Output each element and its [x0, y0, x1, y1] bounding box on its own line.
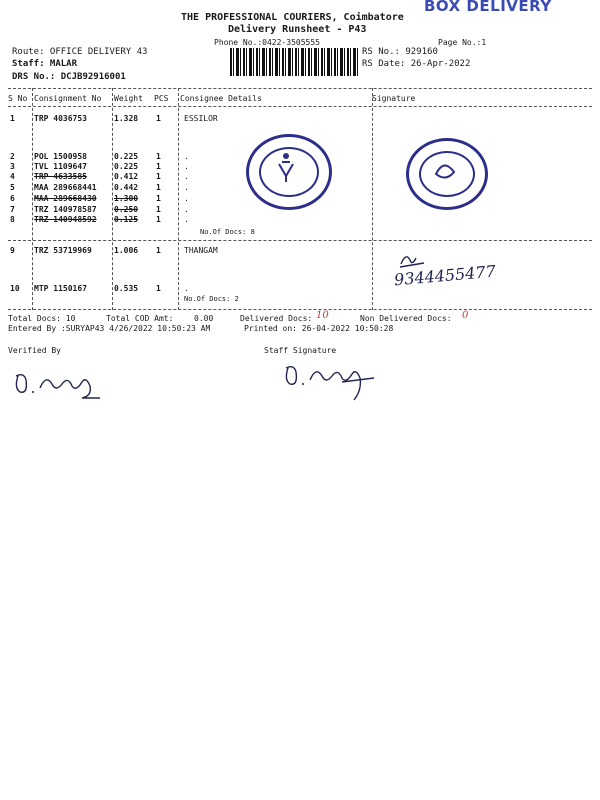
row-pcs: 1	[156, 172, 161, 181]
total-cod-label: Total COD Amt:	[106, 314, 174, 323]
company-stamp	[246, 134, 332, 210]
row-consignment: TRP 4036753	[34, 114, 87, 123]
row-consignment: TRZ 140948592	[34, 215, 97, 224]
row-weight: 0.442	[114, 183, 139, 192]
row-weight: 0.250	[114, 205, 139, 214]
row-sno: 5	[10, 183, 15, 192]
row-sno: 4	[10, 172, 15, 181]
row-sno: 9	[10, 246, 15, 255]
handwritten-phone: 9344455477	[393, 261, 497, 290]
delivered-docs-value: 10	[316, 310, 329, 321]
row-weight: 0.125	[114, 215, 139, 224]
col-consignment: Consignment No	[34, 94, 102, 103]
col-sno: S No	[8, 94, 28, 103]
page-number: Page No.:1	[438, 38, 487, 47]
row-consignment: TRZ 53719969	[34, 246, 92, 255]
row-sno: 8	[10, 215, 15, 224]
column-separator	[32, 88, 33, 310]
delivered-docs-label: Delivered Docs:	[240, 314, 313, 323]
row-consignee: .	[184, 194, 189, 203]
col-weight: Weight	[114, 94, 143, 103]
group-doc-count: No.Of Docs: 2	[184, 295, 239, 303]
row-pcs: 1	[156, 152, 161, 161]
staff-name: Staff: MALAR	[12, 59, 78, 69]
row-weight: 1.006	[114, 246, 139, 255]
divider	[8, 240, 592, 241]
row-sno: 7	[10, 205, 15, 214]
printed-on: Printed on: 26-04-2022 10:50:28	[244, 324, 394, 333]
row-pcs: 1	[156, 114, 161, 123]
row-weight: 0.535	[114, 284, 139, 293]
barcode	[230, 48, 358, 76]
staff-signature-label: Staff Signature	[264, 346, 337, 355]
divider	[8, 106, 592, 107]
phone-number: Phone No.:0422-3505555	[214, 38, 320, 47]
signature-stamp	[406, 138, 488, 210]
row-pcs: 1	[156, 162, 161, 171]
runsheet-title: Delivery Runsheet - P43	[228, 24, 367, 35]
row-consignment: MAA 289668430	[34, 194, 97, 203]
row-sno: 1	[10, 114, 15, 123]
row-consignment: TRZ 140978587	[34, 205, 97, 214]
non-delivered-value: 0	[462, 310, 469, 321]
row-sno: 3	[10, 162, 15, 171]
col-signature: Signature	[372, 94, 416, 103]
rs-date: RS Date: 26-Apr-2022	[362, 59, 471, 69]
box-delivery-stamp: BOX DELIVERY	[424, 0, 552, 15]
row-consignee: .	[184, 215, 189, 224]
row-consignee: ESSILOR	[184, 114, 218, 123]
company-name: THE PROFESSIONAL COURIERS, Coimbatore	[181, 12, 404, 23]
stamp-emblem-icon	[246, 134, 326, 204]
row-sno: 10	[10, 284, 20, 293]
verified-by-label: Verified By	[8, 346, 61, 355]
stamp-emblem-icon	[406, 138, 482, 204]
col-pcs: PCS	[154, 94, 169, 103]
row-pcs: 1	[156, 215, 161, 224]
entered-by: Entered By :SURYAP43 4/26/2022 10:50:23 AM	[8, 324, 211, 333]
group-doc-count: No.Of Docs: 8	[200, 228, 255, 236]
row-weight: 0.225	[114, 162, 139, 171]
row-consignment: POL 1500958	[34, 152, 87, 161]
row-consignee: .	[184, 205, 189, 214]
rs-number: RS No.: 929160	[362, 47, 438, 57]
non-delivered-label: Non Delivered Docs:	[360, 314, 452, 323]
row-pcs: 1	[156, 183, 161, 192]
column-separator	[178, 88, 179, 310]
total-docs: Total Docs: 10	[8, 314, 76, 323]
row-consignment: MAA 289668441	[34, 183, 97, 192]
row-consignee: THANGAM	[184, 246, 218, 255]
col-consignee: Consignee Details	[180, 94, 262, 103]
row-consignment: MTP 1150167	[34, 284, 87, 293]
row-sno: 6	[10, 194, 15, 203]
row-weight: 1.300	[114, 194, 139, 203]
row-consignment: TVL 1109647	[34, 162, 87, 171]
row-consignee: .	[184, 152, 189, 161]
row-consignee: .	[184, 172, 189, 181]
row-pcs: 1	[156, 205, 161, 214]
row-consignee: .	[184, 284, 189, 293]
route: Route: OFFICE DELIVERY 43	[12, 47, 148, 57]
staff-signature	[282, 360, 378, 404]
verifier-signature	[12, 368, 104, 402]
column-separator	[112, 88, 113, 310]
row-sno: 2	[10, 152, 15, 161]
row-weight: 0.412	[114, 172, 139, 181]
row-consignee: .	[184, 183, 189, 192]
divider	[8, 309, 592, 310]
row-pcs: 1	[156, 246, 161, 255]
row-pcs: 1	[156, 284, 161, 293]
row-consignee: .	[184, 162, 189, 171]
drs-number: DRS No.: DCJB92916001	[12, 72, 126, 82]
row-weight: 1.328	[114, 114, 139, 123]
total-cod-value: 0.00	[194, 314, 214, 323]
row-pcs: 1	[156, 194, 161, 203]
column-separator	[372, 88, 373, 310]
row-weight: 0.225	[114, 152, 139, 161]
divider	[8, 88, 592, 89]
row-consignment: TRP 4633585	[34, 172, 87, 181]
